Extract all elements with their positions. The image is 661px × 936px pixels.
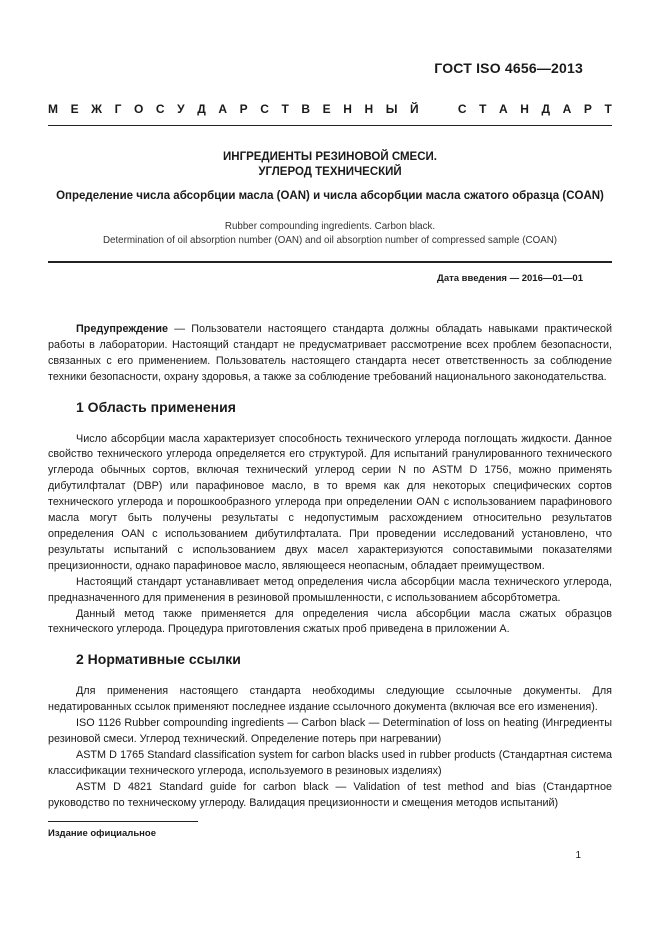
interstate-letter: М: [48, 102, 58, 116]
page-number: 1: [575, 850, 581, 861]
interstate-letter: Р: [239, 102, 248, 116]
document-title: [48, 150, 612, 180]
interstate-letter: Д: [197, 102, 206, 116]
english-title-line-2: Determination of oil absorption number (OAN) and oil absorption number of compressed sample (COAN): [102, 234, 558, 246]
interstate-word-gap: [431, 102, 445, 116]
interstate-letter: Н: [364, 102, 374, 116]
interstate-letter: Ы: [385, 102, 398, 116]
english-title: [48, 220, 612, 247]
english-title-line-1: Rubber compounding ingredients. Carbon black.: [224, 221, 436, 232]
interstate-letter: В: [301, 102, 311, 116]
interstate-letter: Ж: [91, 102, 103, 116]
interstate-standard-heading: [48, 102, 612, 116]
interstate-letter: Й: [410, 102, 419, 116]
interstate-letter: Т: [479, 102, 487, 116]
interstate-letter: У: [177, 102, 185, 116]
title-line-2: УГЛЕРОД ТЕХНИЧЕСКИЙ: [258, 166, 402, 178]
section-1-paragraph-1: Число абсорбции масла характеризует способность технического углерода поглощать жидкости. Данное свойство технического углерода определяется его структурой. Для испытаний гранулированного технического углерода обычных сортов, включая технический углерод серии N по ASTM D 1756, можно применять дибутилфталат (DBP) или парафиновое масло, в то время как для некоторых специфических сортов технического углерода и порошкообразного углерода при определении OAN с использованием парафинового масла могут быть получены результаты с недопустимым расхождением относительно результатов определения OAN с использованием дибутилфталата. При проведении исследований установлено, что результаты испытаний с использованием двух масел характеризуются сопоставимыми показателями прецизионности, однако парафиновое масло, являющееся неопасным, обладает преимуществом.: [48, 432, 612, 572]
interstate-letter: Р: [583, 102, 592, 116]
interstate-letter: А: [218, 102, 228, 116]
interstate-letter: Н: [520, 102, 529, 116]
interstate-letter: Г: [114, 102, 122, 116]
interstate-letter: С: [155, 102, 165, 116]
interstate-letter: Е: [322, 102, 331, 116]
section-2-reference-astm-d4821: ASTM D 4821 Standard guide for carbon black — Validation of test method and bias (Стандартное руководство по техническому углероду. Валидация прецизионности и смещения методов испытаний): [48, 780, 612, 809]
section-1-paragraph-3: Данный метод также применяется для определения числа абсорбции масла сжатых образцов технического углерода. Процедура приготовления сжатых проб приведена в приложении А.: [48, 607, 612, 636]
document-body: [48, 322, 612, 811]
warning-label: Предупреждение: [76, 323, 169, 335]
edition-label: Издание официальное: [48, 828, 156, 839]
section-2-heading: 2 Нормативные ссылки: [76, 651, 241, 668]
section-1-paragraph-2: Настоящий стандарт устанавливает метод определения числа абсорбции масла технического углерода, предназначенного для применения в резиновой промышленности, с использованием абсорбтометра.: [48, 575, 612, 604]
section-2-paragraph-1: Для применения настоящего стандарта необходимы следующие ссылочные документы. Для недатированных ссылок применяют последнее издание ссылочного документа (включая все его изменения).: [48, 685, 612, 714]
title-line-1: ИНГРЕДИЕНТЫ РЕЗИНОВОЙ СМЕСИ.: [223, 151, 437, 163]
interstate-letter: С: [260, 102, 269, 116]
footer-rule: [48, 821, 198, 822]
interstate-letter: Н: [343, 102, 352, 116]
interstate-letter: А: [562, 102, 572, 116]
interstate-letter: А: [499, 102, 508, 116]
document-subtitle: Определение числа абсорбции масла (OAN) и числа абсорбции масла сжатого образца (COAN): [56, 190, 604, 202]
warning-paragraph: [48, 322, 612, 386]
document-code: ГОСТ ISO 4656—2013: [434, 60, 583, 76]
introduction-date: Дата введения — 2016—01—01: [437, 273, 583, 284]
title-rule: [48, 261, 612, 263]
section-2-reference-astm-d1765: ASTM D 1765 Standard classification system for carbon blacks used in rubber products (Стандартная система классификации технического углерода, используемого в резиновых изделиях): [48, 748, 612, 777]
interstate-letter: С: [457, 102, 467, 116]
warning-text: — Пользователи настоящего стандарта должны обладать навыками практической работы в лаборатории. Настоящий стандарт не предусматривает рассмотрение всех проблем безопасности, связанных с его применением. Пользователь настоящего стандарта несет ответственность за соблюдение техники безопасности, охрану здоровья, а также за соблюдение требований национального законодательства.: [48, 323, 612, 383]
interstate-letter: Т: [604, 102, 612, 116]
interstate-letter: Т: [281, 102, 289, 116]
interstate-letter: Е: [70, 102, 79, 116]
section-2-reference-iso-1126: ISO 1126 Rubber compounding ingredients — Carbon black — Determination of loss on heating (Ингредиенты резиновой смеси. Углерод технический. Определение потерь при нагревании): [48, 717, 612, 745]
header-rule: [48, 125, 612, 126]
section-1-heading: 1 Область применения: [76, 398, 236, 415]
interstate-letter: Д: [541, 102, 551, 116]
interstate-letter: О: [134, 102, 144, 116]
